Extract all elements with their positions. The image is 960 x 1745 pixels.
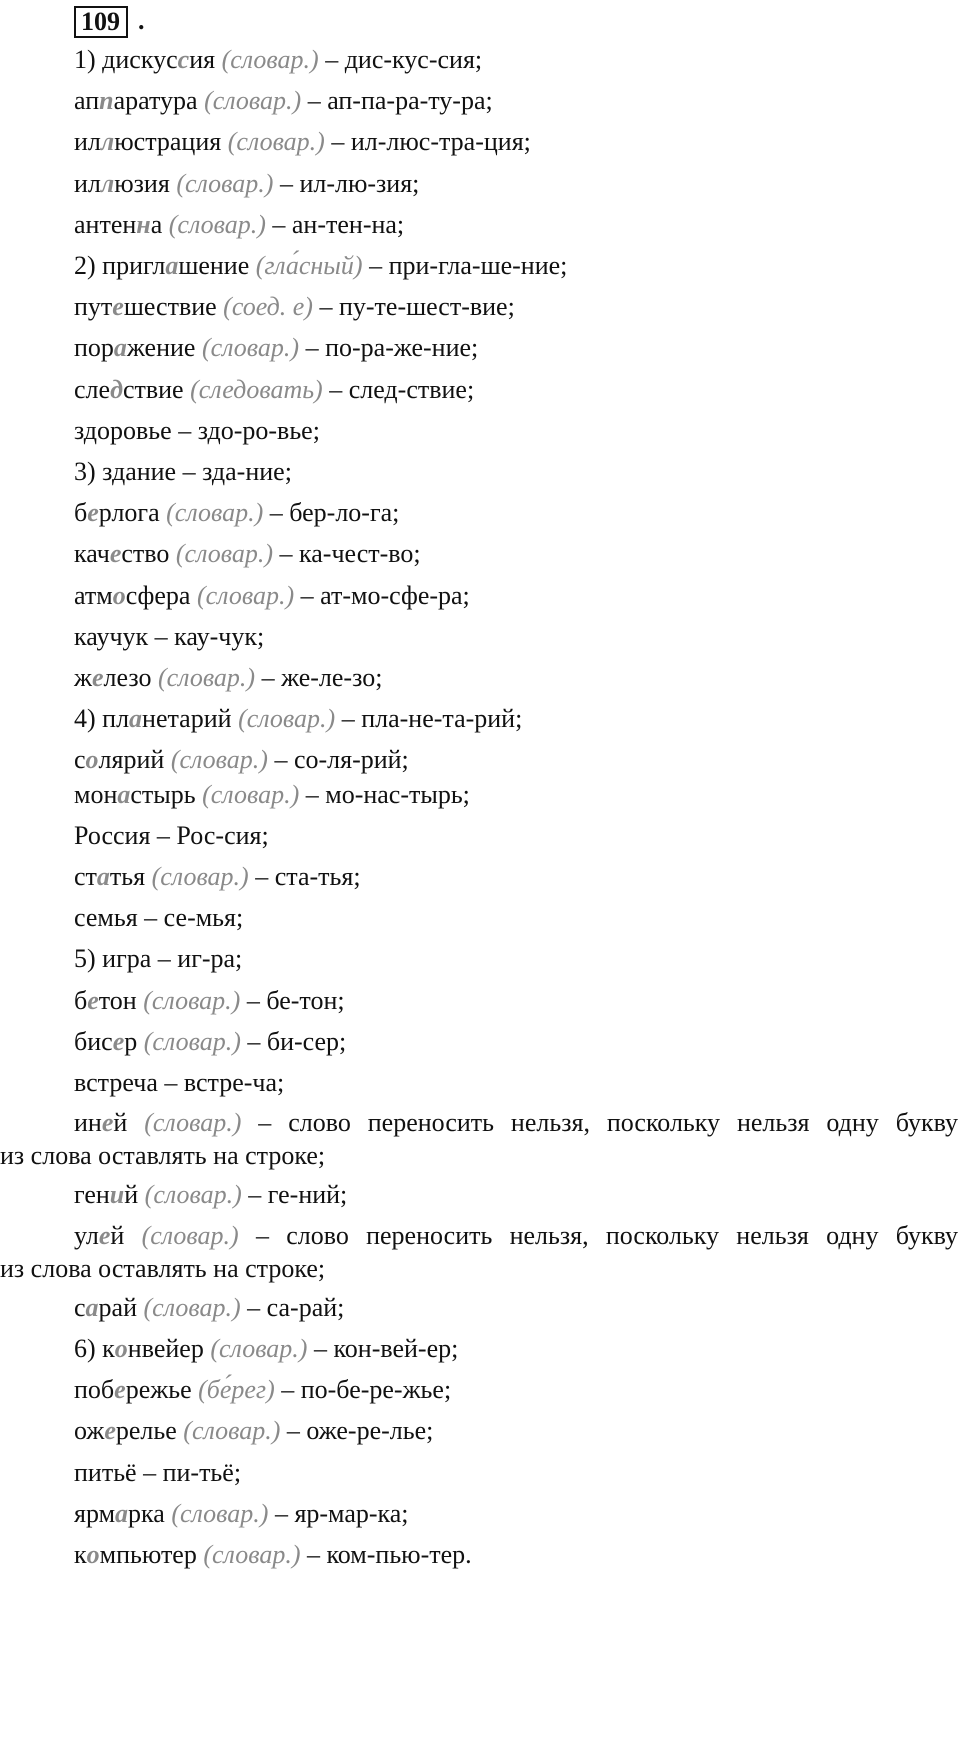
source-note: (словар.) xyxy=(151,862,249,891)
highlighted-letter: е xyxy=(98,1221,111,1250)
highlighted-letter: е xyxy=(112,1027,125,1056)
syllable-split: – ста-тья; xyxy=(248,862,361,891)
word-start: 5) игра – иг-ра; xyxy=(74,944,243,973)
source-note: (словар.) xyxy=(144,1180,242,1209)
syllable-split: – при-гла-ше-ние; xyxy=(362,251,568,280)
syllable-split: – ап-па-ра-ту-ра; xyxy=(301,86,493,115)
word-end: рлога xyxy=(98,498,167,527)
syllable-split: – ка-чест-во; xyxy=(273,539,421,568)
word-start: здоровье – здо-ро-вье; xyxy=(74,416,320,445)
syllable-split: – ил-лю-зия; xyxy=(273,169,420,198)
word-entry xyxy=(74,538,421,570)
source-note: (словар.) xyxy=(143,986,241,1015)
word-start: ин xyxy=(74,1108,102,1137)
word-start: ож xyxy=(74,1416,105,1445)
word-end: релье xyxy=(115,1416,184,1445)
word-end: й xyxy=(124,1180,145,1209)
highlighted-letter: н xyxy=(136,210,151,239)
source-note: (словар.) xyxy=(221,45,319,74)
word-start: ил xyxy=(74,127,101,156)
word-entry-wrapped xyxy=(0,1219,958,1285)
highlighted-letter: а xyxy=(117,780,131,809)
word-start: ап xyxy=(74,86,100,115)
highlighted-letter: е xyxy=(91,663,104,692)
highlighted-letter: а xyxy=(85,1293,99,1322)
word-entry xyxy=(74,415,320,447)
syllable-split: – слово переносить нельзя, поскольку нельзя одну букву xyxy=(241,1108,958,1137)
syllable-split: – кон-вей-ер; xyxy=(307,1334,459,1363)
word-entry xyxy=(74,1374,451,1406)
source-note: (соед. е) xyxy=(223,292,313,321)
word-entry xyxy=(74,209,404,241)
word-end: шение xyxy=(178,251,256,280)
highlighted-letter: а xyxy=(96,862,110,891)
source-note: (словар.) xyxy=(203,1540,301,1569)
syllable-split: – бер-ло-га; xyxy=(263,498,400,527)
syllable-split: – ком-пью-тер. xyxy=(300,1540,472,1569)
word-entry xyxy=(74,820,269,852)
word-entry xyxy=(74,779,470,811)
word-entry xyxy=(74,85,493,117)
source-note: (словар.) xyxy=(141,1221,239,1250)
source-note: (словар.) xyxy=(202,780,300,809)
syllable-split: – по-ра-же-ние; xyxy=(299,333,479,362)
source-note: (словар.) xyxy=(196,581,295,610)
word-end: режье xyxy=(125,1375,199,1404)
word-entry xyxy=(74,703,522,735)
wrapped-first-line xyxy=(0,1219,958,1252)
highlighted-letter: е xyxy=(109,539,122,568)
word-entry xyxy=(74,621,264,653)
syllable-split: – пу-те-шест-вие; xyxy=(312,292,515,321)
highlighted-letter: л xyxy=(100,127,115,156)
word-start: ген xyxy=(74,1180,110,1209)
syllable-split: – би-сер; xyxy=(240,1027,347,1056)
word-end: тья xyxy=(109,862,152,891)
source-note: (словар.) xyxy=(183,1416,281,1445)
word-end: ствие xyxy=(122,375,191,404)
word-start: ярм xyxy=(74,1499,116,1528)
word-start: ил xyxy=(74,169,101,198)
word-start: мон xyxy=(74,780,118,809)
syllable-split: – слово переносить нельзя, поскольку нельзя одну букву xyxy=(238,1221,958,1250)
word-entry xyxy=(74,497,399,529)
word-entry xyxy=(74,902,243,934)
source-note: (словар.) xyxy=(143,1293,241,1322)
word-entry xyxy=(74,1415,433,1447)
word-end: й xyxy=(113,1108,145,1137)
source-note: (словар.) xyxy=(238,704,336,733)
word-end: а xyxy=(150,210,169,239)
word-end: сфера xyxy=(125,581,197,610)
source-note: (словар.) xyxy=(210,1334,308,1363)
word-start: семья – се-мья; xyxy=(74,903,244,932)
highlighted-letter: л xyxy=(100,169,115,198)
word-end: юзия xyxy=(114,169,177,198)
word-start: сле xyxy=(74,375,111,404)
word-end: мпьютер xyxy=(99,1540,204,1569)
word-entry xyxy=(74,1498,409,1530)
source-note: (словар.) xyxy=(170,745,268,774)
wrapped-second-line: из слова оставлять на строке; xyxy=(0,1254,326,1283)
highlighted-letter: п xyxy=(99,86,114,115)
word-start: к xyxy=(74,1540,87,1569)
highlighted-letter: а xyxy=(113,333,127,362)
syllable-split: – мо-нас-тырь; xyxy=(299,780,470,809)
word-end: рай xyxy=(98,1293,144,1322)
word-start: с xyxy=(74,1293,86,1322)
word-entry-wrapped xyxy=(0,1106,958,1172)
word-entry xyxy=(74,168,419,200)
word-end: ия xyxy=(189,45,222,74)
syllable-split: – бе-тон; xyxy=(240,986,345,1015)
source-note: (словар.) xyxy=(201,333,300,362)
word-start: 3) здание – зда-ние; xyxy=(74,457,292,486)
word-end: ство xyxy=(121,539,176,568)
syllable-split: – яр-мар-ка; xyxy=(268,1499,409,1528)
word-end: й xyxy=(110,1221,142,1250)
source-note: (словар.) xyxy=(171,1499,269,1528)
syllable-split: – дис-кус-сия; xyxy=(318,45,483,74)
word-start: пор xyxy=(74,333,114,362)
word-start: б xyxy=(74,986,88,1015)
syllable-split: – со-ля-рий; xyxy=(267,745,409,774)
word-entry xyxy=(74,1292,344,1324)
word-start: 1) дискус xyxy=(74,45,178,74)
word-end: юстрация xyxy=(114,127,228,156)
word-start: встреча – встре-ча; xyxy=(74,1068,285,1097)
word-end: лезо xyxy=(103,663,158,692)
word-entry xyxy=(74,1457,241,1489)
word-entry xyxy=(74,861,361,893)
syllable-split: – же-ле-зо; xyxy=(255,663,383,692)
word-entry xyxy=(74,374,474,406)
word-start: бис xyxy=(74,1027,113,1056)
word-start: поб xyxy=(74,1375,115,1404)
syllable-split: – оже-ре-лье; xyxy=(280,1416,434,1445)
highlighted-letter: е xyxy=(114,1375,126,1404)
source-note: (словар.) xyxy=(143,1027,241,1056)
source-note: (следовать) xyxy=(190,375,323,404)
word-end: нвейер xyxy=(127,1334,211,1363)
word-entry xyxy=(74,1333,458,1365)
syllable-split: – ан-тен-на; xyxy=(265,210,405,239)
word-entry xyxy=(74,1026,346,1058)
word-end: жение xyxy=(126,333,202,362)
word-start: б xyxy=(74,498,88,527)
word-start: питьё – пи-тьё; xyxy=(74,1458,242,1487)
highlighted-letter: е xyxy=(112,292,124,321)
word-entry xyxy=(74,250,567,282)
word-entry xyxy=(74,126,531,158)
wrapped-first-line xyxy=(0,1106,958,1139)
wrapped-second-line: из слова оставлять на строке; xyxy=(0,1141,326,1170)
word-end: тон xyxy=(98,986,144,1015)
word-end: шествие xyxy=(123,292,224,321)
highlighted-letter: е xyxy=(101,1108,114,1137)
word-start: каучук – кау-чук; xyxy=(74,622,265,651)
source-note: (бе́рег) xyxy=(198,1375,275,1404)
word-end: стырь xyxy=(130,780,203,809)
word-start: 2) пригл xyxy=(74,251,166,280)
highlighted-letter: о xyxy=(112,581,126,610)
word-start: ст xyxy=(74,862,97,891)
word-entry xyxy=(74,744,409,776)
source-note: (гла́сный) xyxy=(255,251,363,280)
syllable-split: – след-ствие; xyxy=(322,375,475,404)
source-note: (словар.) xyxy=(204,86,302,115)
syllable-split: – ге-ний; xyxy=(241,1180,348,1209)
word-end: лярий xyxy=(98,745,171,774)
source-note: (словар.) xyxy=(157,663,256,692)
highlighted-letter: д xyxy=(110,375,123,404)
word-end: р xyxy=(124,1027,144,1056)
source-note: (словар.) xyxy=(227,127,325,156)
highlighted-letter: а xyxy=(115,1499,129,1528)
word-start: кач xyxy=(74,539,110,568)
word-entry xyxy=(74,1179,347,1211)
word-end: нетарий xyxy=(142,704,239,733)
highlighted-letter: о xyxy=(86,1540,100,1569)
word-start: 4) пл xyxy=(74,704,130,733)
highlighted-letter: с xyxy=(177,45,190,74)
syllable-split: – пла-не-та-рий; xyxy=(335,704,523,733)
word-start: 6) к xyxy=(74,1334,115,1363)
word-start: антен xyxy=(74,210,137,239)
exercise-number-box: 109 xyxy=(74,6,128,38)
highlighted-letter: е xyxy=(104,1416,116,1445)
highlighted-letter: е xyxy=(87,986,99,1015)
syllable-split: – ат-мо-сфе-ра; xyxy=(294,581,470,610)
highlighted-letter: о xyxy=(85,745,99,774)
word-start: ж xyxy=(74,663,92,692)
highlighted-letter: а xyxy=(165,251,179,280)
word-start: с xyxy=(74,745,86,774)
word-entry xyxy=(74,1067,284,1099)
word-entry xyxy=(74,291,515,323)
highlighted-letter: а xyxy=(129,704,143,733)
word-start: Россия – Рос-сия; xyxy=(74,821,269,850)
word-entry xyxy=(74,456,292,488)
highlighted-letter: о xyxy=(114,1334,128,1363)
word-start: атм xyxy=(74,581,113,610)
word-start: пут xyxy=(74,292,113,321)
syllable-split: – са-рай; xyxy=(240,1293,345,1322)
word-end: рка xyxy=(128,1499,172,1528)
source-note: (словар.) xyxy=(176,169,274,198)
word-entry xyxy=(74,580,470,612)
word-entry xyxy=(74,332,478,364)
highlighted-letter: и xyxy=(109,1180,125,1209)
word-entry xyxy=(74,44,482,76)
source-note: (словар.) xyxy=(166,498,264,527)
syllable-split: – ил-люс-тра-ция; xyxy=(324,127,531,156)
word-entry xyxy=(74,943,242,975)
highlighted-letter: е xyxy=(87,498,99,527)
source-note: (словар.) xyxy=(168,210,266,239)
word-entry xyxy=(74,662,382,694)
word-entry xyxy=(74,1539,472,1571)
source-note: (словар.) xyxy=(175,539,274,568)
word-end: аратура xyxy=(113,86,205,115)
source-note: (словар.) xyxy=(144,1108,242,1137)
syllable-split: – по-бе-ре-жье; xyxy=(274,1375,452,1404)
exercise-number-dot: . xyxy=(138,6,145,35)
word-entry xyxy=(74,985,345,1017)
word-start: ул xyxy=(74,1221,99,1250)
